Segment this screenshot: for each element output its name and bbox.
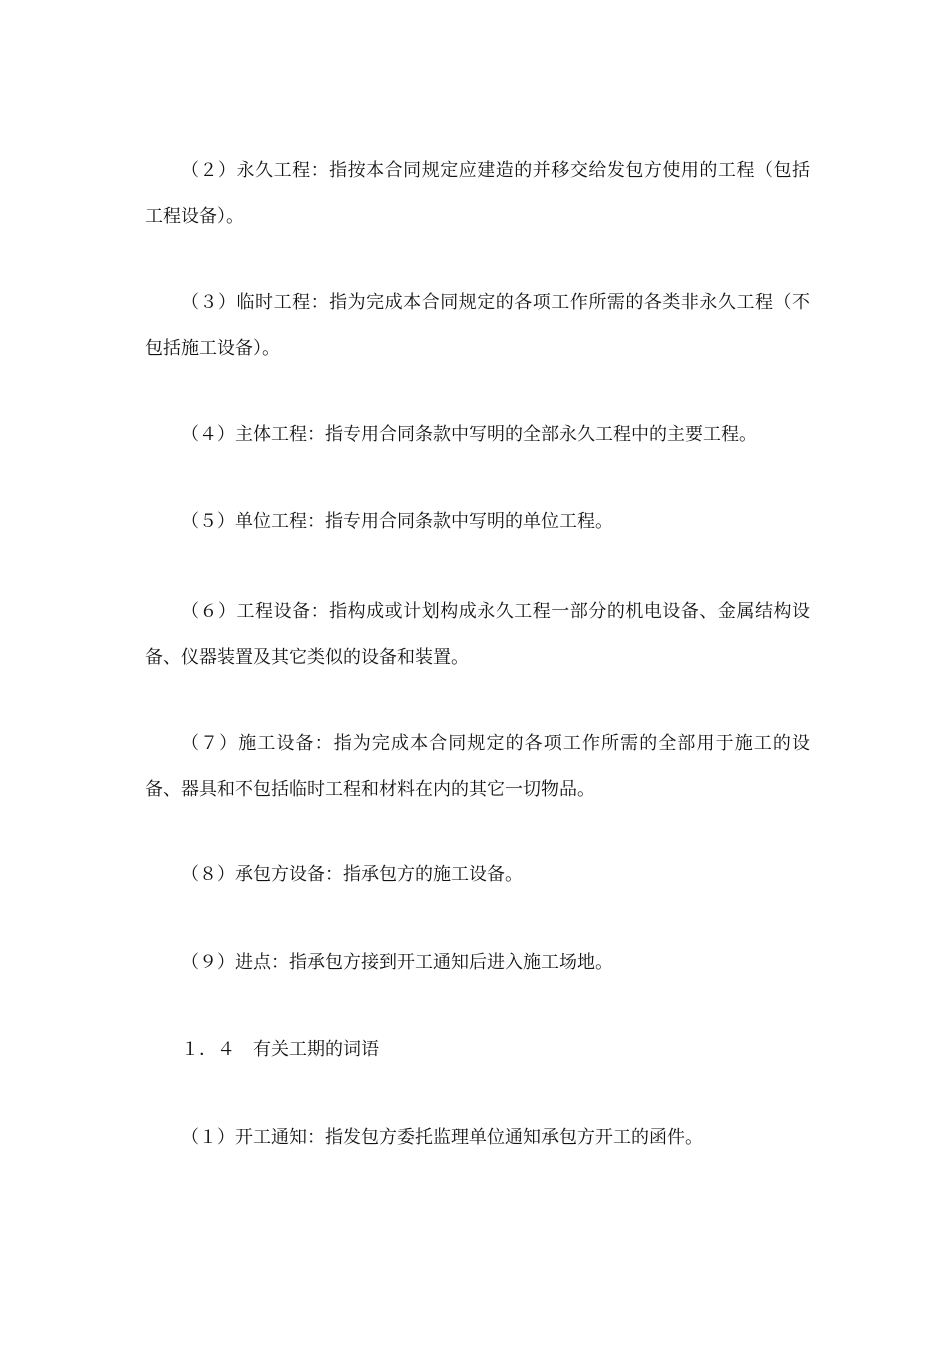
paragraph-construction-equipment: （７）施工设备：指为完成本合同规定的各项工作所需的全部用于施工的设备、器具和不包括临时工程和材料在内的其它一切物品。 xyxy=(145,733,810,800)
paragraph-unit-works: （５）单位工程：指专用合同条款中写明的单位工程。 xyxy=(181,511,613,532)
paragraph-commencement-notice: （１）开工通知：指发包方委托监理单位通知承包方开工的函件。 xyxy=(181,1127,703,1148)
paragraph-permanent-works: （２）永久工程：指按本合同规定应建造的并移交给发包方使用的工程（包括工程设备）。 xyxy=(145,160,810,227)
paragraph-site-entry: （９）进点：指承包方接到开工通知后进入施工场地。 xyxy=(181,952,613,973)
paragraph-temporary-works: （３）临时工程：指为完成本合同规定的各项工作所需的各类非永久工程（不包括施工设备）。 xyxy=(145,292,810,359)
paragraph-main-works: （４）主体工程：指专用合同条款中写明的全部永久工程中的主要工程。 xyxy=(181,424,757,445)
paragraph-contractor-equipment: （８）承包方设备：指承包方的施工设备。 xyxy=(181,864,523,885)
section-heading-schedule-terms: １．４ 有关工期的词语 xyxy=(181,1039,379,1060)
paragraph-engineering-equipment: （６）工程设备：指构成或计划构成永久工程一部分的机电设备、金属结构设备、仪器装置及其它类似的设备和装置。 xyxy=(145,601,810,668)
